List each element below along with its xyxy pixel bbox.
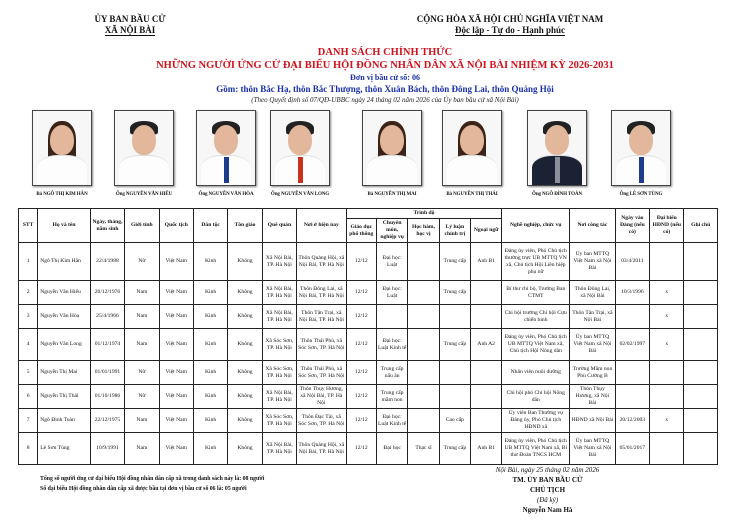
cell-gender: Nam [125, 433, 159, 465]
cell-nationality: Việt Nam [159, 243, 193, 281]
cell-hometown: Xã Sóc Sơn, TP. Hà Nội [262, 361, 296, 385]
cell-delegate [650, 243, 684, 281]
header-dob: Ngày, tháng, năm sinh [90, 209, 124, 243]
cell-religion: Không [228, 361, 262, 385]
cell-residence: Thôn Thái Phù, xã Sóc Sơn, TP. Hà Nội [297, 361, 347, 385]
cell-note [684, 433, 718, 465]
candidate-photos [0, 110, 740, 198]
cell-hometown: Xã Nội Bài, TP. Hà Nội [262, 243, 296, 281]
header-workplace: Nơi công tác [570, 209, 616, 243]
cell-language: Anh B1 [470, 433, 501, 465]
portrait-image [362, 110, 422, 186]
summary-notes [40, 474, 264, 494]
cell-degree [408, 305, 439, 329]
cell-nationality: Việt Nam [159, 433, 193, 465]
photo-caption: Ông NGUYỄN VĂN LONG [270, 192, 330, 197]
cell-note [684, 385, 718, 409]
photo-caption: Ông NGUYỄN VĂN HIẾU [115, 192, 173, 197]
cell-general-edu: 12/12 [346, 243, 376, 281]
cell-dob: 20/12/1976 [90, 281, 124, 305]
cell-party-date: 10/3/1996 [615, 281, 649, 305]
motto: Độc lập - Tự do - Hạnh phúc [454, 25, 565, 35]
cell-name: Nguyễn Văn Hòa [38, 305, 91, 329]
cell-workplace: Ủy ban MTTQ Việt Nam xã Nội Bài [570, 243, 616, 281]
cell-name: Nguyễn Thị Thái [38, 385, 91, 409]
electoral-areas: Gồm: thôn Bắc Hạ, thôn Bắc Thượng, thôn Xuân Bách, thôn Đông Lai, thôn Quảng Hội [216, 84, 554, 94]
document-title-block [0, 46, 740, 105]
cell-political: Cao cấp [439, 409, 470, 433]
cell-religion: Không [228, 433, 262, 465]
cell-workplace: Ủy ban MTTQ Việt Nam xã Nội Bài [570, 433, 616, 465]
cell-language [470, 305, 501, 329]
cell-professional: Đại học: Luật Kinh tế [376, 329, 407, 361]
cell-residence: Thôn Tân Trại, xã Nội Bài, TP. Hà Nội [297, 305, 347, 329]
cell-religion: Không [228, 385, 262, 409]
cell-delegate: x [650, 409, 684, 433]
cell-name: Nguyễn Thị Mai [38, 361, 91, 385]
cell-nationality: Việt Nam [159, 361, 193, 385]
cell-general-edu: 12/12 [346, 281, 376, 305]
cell-degree [408, 329, 439, 361]
cell-degree [408, 409, 439, 433]
cell-stt: 8 [19, 433, 38, 465]
cell-name: Nguyễn Văn Hiếu [38, 281, 91, 305]
header-gender: Giới tính [125, 209, 159, 243]
portrait-image [442, 110, 502, 186]
cell-degree [408, 361, 439, 385]
authority-line1: ỦY BAN BẦU CỬ [94, 14, 166, 24]
cell-hometown: Xã Nội Bài, TP. Hà Nội [262, 433, 296, 465]
cell-degree: Thạc sĩ [408, 433, 439, 465]
signature-block [470, 465, 625, 515]
cell-political: Trung cấp [439, 243, 470, 281]
cell-nationality: Việt Nam [159, 409, 193, 433]
cell-party-date: 02/02/1997 [615, 329, 649, 361]
cell-general-edu: 12/12 [346, 385, 376, 409]
cell-dob: 22/12/1975 [90, 409, 124, 433]
candidate-photo-1 [31, 110, 93, 197]
header-political: Lý luận chính trị [439, 219, 470, 243]
header-language: Ngoại ngữ [470, 219, 501, 243]
signed-mark: (Đã ký) [536, 496, 559, 504]
cell-residence: Thôn Thụy Hương, xã Nội Bài, TP. Hà Nội [297, 385, 347, 409]
cell-dob: 10/9/1991 [90, 433, 124, 465]
cell-delegate [650, 433, 684, 465]
table-row [19, 329, 718, 361]
cell-dob: 25/4/1966 [90, 305, 124, 329]
cell-language: Anh B1 [470, 243, 501, 281]
cell-occupation: Đảng ủy viên, Phó Chủ tịch UB MTTQ Việt Nam xã, Bí thư Đoàn TNCS HCM [502, 433, 570, 465]
cell-party-date [615, 385, 649, 409]
cell-ethnicity: Kinh [193, 361, 227, 385]
cell-note [684, 361, 718, 385]
authority-line2: XÃ NỘI BÀI [104, 25, 156, 35]
photo-caption: Ông NGÔ ĐÌNH TOÀN [532, 192, 582, 197]
electoral-unit: Đơn vị bầu cử số: 06 [350, 73, 420, 82]
document-title: DANH SÁCH CHÍNH THỨC [317, 47, 453, 58]
cell-occupation: Ủy viên Ban Thường vụ Đảng ủy, Phó Chủ tịch HĐND xã [502, 409, 570, 433]
cell-religion: Không [228, 409, 262, 433]
cell-religion: Không [228, 305, 262, 329]
cell-political [439, 385, 470, 409]
header-stt: STT [19, 209, 38, 243]
table-row [19, 385, 718, 409]
cell-gender: Nam [125, 305, 159, 329]
cell-degree [408, 281, 439, 305]
cell-political [439, 305, 470, 329]
photo-caption: Ông LÊ SƠN TÙNG [619, 192, 663, 197]
table-row [19, 305, 718, 329]
candidate-photo-2 [113, 110, 175, 197]
cell-delegate: x [650, 329, 684, 361]
cell-religion: Không [228, 329, 262, 361]
cell-ethnicity: Kinh [193, 409, 227, 433]
cell-occupation: Bí thư chi bộ, Trưởng Ban CTMT [502, 281, 570, 305]
cell-religion: Không [228, 243, 262, 281]
header-delegate: Đại biểu HĐND (nếu có) [650, 209, 684, 243]
document-subtitle: NHỮNG NGƯỜI ỨNG CỬ ĐẠI BIỂU HỘI ĐỒNG NHÂN DÂN XÃ NỘI BÀI NHIỆM KỲ 2026-2031 [156, 60, 614, 71]
header-education-group: Trình độ [346, 209, 502, 219]
cell-party-date: 03/4/2011 [615, 243, 649, 281]
header-name: Họ và tên [38, 209, 91, 243]
header-occupation: Nghề nghiệp, chức vụ [502, 209, 570, 243]
cell-stt: 6 [19, 385, 38, 409]
cell-note [684, 305, 718, 329]
cell-general-edu: 12/12 [346, 409, 376, 433]
header-note: Ghi chú [684, 209, 718, 243]
candidate-table [18, 208, 718, 465]
candidate-table-body [19, 243, 718, 465]
cell-occupation: Chi hội phó Chi hội Nông dân [502, 385, 570, 409]
elected-count-note: Số đại biểu Hội đồng nhân dân cấp xã được bầu tại đơn vị bầu cử số 06 là: 05 người [40, 486, 247, 492]
cell-name: Ngô Đình Toàn [38, 409, 91, 433]
cell-workplace: Ủy ban MTTQ Việt Nam xã Nội Bài [570, 329, 616, 361]
cell-occupation: Đảng ủy viên, Phó Chủ tịch thường trực UB MTTQ VN xã, Chủ tịch Hội Liên hiệp phụ nữ [502, 243, 570, 281]
candidate-photo-5 [361, 110, 423, 197]
header-general-edu: Giáo dục phổ thông [346, 219, 376, 243]
cell-language [470, 409, 501, 433]
table-row [19, 361, 718, 385]
cell-residence: Thôn Quảng Hội, xã Nội Bài, TP. Hà Nội [297, 243, 347, 281]
header-hometown: Quê quán [262, 209, 296, 243]
cell-professional: Đại học: Luật [376, 243, 407, 281]
cell-ethnicity: Kinh [193, 243, 227, 281]
cell-gender: Nam [125, 281, 159, 305]
national-motto [360, 14, 660, 36]
signing-organization: TM. ỦY BAN BẦU CỬ [512, 476, 583, 484]
cell-delegate: x [650, 281, 684, 305]
cell-stt: 2 [19, 281, 38, 305]
cell-hometown: Xã Sóc Sơn, TP. Hà Nội [262, 329, 296, 361]
cell-hometown: Xã Nội Bài, TP. Hà Nội [262, 281, 296, 305]
cell-religion: Không [228, 281, 262, 305]
cell-ethnicity: Kinh [193, 281, 227, 305]
cell-party-date [615, 361, 649, 385]
cell-professional: Đại học: Luật [376, 281, 407, 305]
cell-political [439, 361, 470, 385]
candidate-photo-4 [269, 110, 331, 197]
cell-residence: Thôn Đạc Tài, xã Sóc Sơn, TP. Hà Nội [297, 409, 347, 433]
issuing-authority [60, 14, 200, 36]
portrait-image [196, 110, 256, 186]
cell-workplace: Thôn Thụy Hương, xã Nội Bài [570, 385, 616, 409]
cell-nationality: Việt Nam [159, 385, 193, 409]
cell-gender: Nam [125, 329, 159, 361]
header-ethnicity: Dân tộc [193, 209, 227, 243]
cell-general-edu: 12/12 [346, 305, 376, 329]
cell-stt: 7 [19, 409, 38, 433]
cell-delegate [650, 361, 684, 385]
total-candidates-note: Tổng số người ứng cử đại biểu Hội đồng nhân dân cấp xã trong danh sách này là: 08 người [40, 476, 265, 482]
cell-workplace: HĐND xã Nội Bài [570, 409, 616, 433]
cell-dob: 01/01/1991 [90, 361, 124, 385]
cell-note [684, 409, 718, 433]
cell-ethnicity: Kinh [193, 305, 227, 329]
cell-political: Trung cấp [439, 281, 470, 305]
table-row [19, 281, 718, 305]
cell-professional: Trung cấp mầm non [376, 385, 407, 409]
cell-workplace: Thôn Tân Trại, xã Nội Bài [570, 305, 616, 329]
cell-workplace: Thôn Đông Lai, xã Nội Bài [570, 281, 616, 305]
portrait-image [114, 110, 174, 186]
decision-reference: (Theo Quyết định số 07/QĐ-UBBC ngày 24 tháng 02 năm 2026 của Ủy ban bầu cử xã Nội Bài) [251, 96, 519, 104]
cell-party-date [615, 305, 649, 329]
cell-ethnicity: Kinh [193, 433, 227, 465]
cell-professional: Đại học [376, 433, 407, 465]
photo-caption: Bà NGUYỄN THỊ MAI [367, 192, 417, 197]
photo-caption: Bà NGUYỄN THỊ THÁI [446, 192, 498, 197]
cell-nationality: Việt Nam [159, 281, 193, 305]
cell-gender: Nữ [125, 385, 159, 409]
cell-language [470, 361, 501, 385]
cell-hometown: Xã Sóc Sơn, TP. Hà Nội [262, 409, 296, 433]
cell-occupation: Chi hội trưởng Chi hội Cựu chiến binh [502, 305, 570, 329]
portrait-image [611, 110, 671, 186]
cell-degree [408, 385, 439, 409]
cell-name: Nguyễn Văn Long [38, 329, 91, 361]
header-party-date: Ngày vào Đảng (nếu có) [615, 209, 649, 243]
portrait-image [32, 110, 92, 186]
cell-dob: 22/4/1988 [90, 243, 124, 281]
cell-delegate [650, 385, 684, 409]
cell-workplace: Trường Mầm non Phù Cường B [570, 361, 616, 385]
header-degree: Học hàm, học vị [408, 219, 439, 243]
cell-party-date: 05/01/2017 [615, 433, 649, 465]
cell-general-edu: 12/12 [346, 433, 376, 465]
cell-political: Trung cấp [439, 433, 470, 465]
cell-nationality: Việt Nam [159, 305, 193, 329]
cell-gender: Nữ [125, 361, 159, 385]
cell-name: Lê Sơn Tùng [38, 433, 91, 465]
candidate-photo-8 [610, 110, 672, 197]
cell-stt: 4 [19, 329, 38, 361]
cell-stt: 5 [19, 361, 38, 385]
cell-professional [376, 305, 407, 329]
cell-name: Ngô Thị Kim Hân [38, 243, 91, 281]
signer-title: CHỦ TỊCH [529, 486, 566, 494]
header-professional: Chuyên môn, nghiệp vụ [376, 219, 407, 243]
cell-ethnicity: Kinh [193, 329, 227, 361]
cell-residence: Thôn Thái Phù, xã Sóc Sơn, TP. Hà Nội [297, 329, 347, 361]
cell-language [470, 281, 501, 305]
country-name: CỘNG HÒA XÃ HỘI CHỦ NGHĨA VIỆT NAM [416, 14, 604, 24]
table-row [19, 433, 718, 465]
cell-party-date: 20/12/2003 [615, 409, 649, 433]
candidate-photo-6 [441, 110, 503, 197]
candidate-photo-3 [195, 110, 257, 197]
portrait-image [270, 110, 330, 186]
cell-stt: 1 [19, 243, 38, 281]
cell-language [470, 385, 501, 409]
cell-note [684, 243, 718, 281]
cell-general-edu: 12/12 [346, 361, 376, 385]
cell-occupation: Đảng ủy viên, Phó Chủ tịch UB MTTQ Việt Nam xã, Chủ tịch Hội Nông dân [502, 329, 570, 361]
cell-language: Anh A2 [470, 329, 501, 361]
cell-stt: 3 [19, 305, 38, 329]
header-nationality: Quốc tịch [159, 209, 193, 243]
cell-dob: 01/12/1974 [90, 329, 124, 361]
table-row [19, 409, 718, 433]
cell-professional: Đại học: Luật Kinh tế [376, 409, 407, 433]
candidate-photo-7 [526, 110, 588, 197]
header-residence: Nơi ở hiện nay [297, 209, 347, 243]
signer-name: Nguyễn Nam Hà [522, 506, 573, 514]
cell-degree [408, 243, 439, 281]
cell-general-edu: 12/12 [346, 329, 376, 361]
cell-ethnicity: Kinh [193, 385, 227, 409]
cell-residence: Thôn Đông Lai, xã Nội Bài, TP. Hà Nội [297, 281, 347, 305]
header-religion: Tôn giáo [228, 209, 262, 243]
portrait-image [527, 110, 587, 186]
photo-caption: Ông NGUYỄN VĂN HÒA [198, 192, 254, 197]
cell-gender: Nữ [125, 243, 159, 281]
cell-delegate: x [650, 305, 684, 329]
cell-residence: Thôn Quảng Hội, xã Nội Bài, TP. Hà Nội [297, 433, 347, 465]
place-date: Nội Bài, ngày 25 tháng 02 năm 2026 [495, 466, 600, 474]
cell-political: Trung cấp [439, 329, 470, 361]
cell-gender: Nam [125, 409, 159, 433]
table-row [19, 243, 718, 281]
cell-dob: 01/10/1986 [90, 385, 124, 409]
cell-hometown: Xã Nội Bài, TP. Hà Nội [262, 305, 296, 329]
cell-note [684, 329, 718, 361]
cell-note [684, 281, 718, 305]
photo-caption: Bà NGÔ THỊ KIM HÂN [36, 192, 88, 197]
cell-nationality: Việt Nam [159, 329, 193, 361]
cell-hometown: Xã Nội Bài, TP. Hà Nội [262, 385, 296, 409]
cell-professional: Trung cấp nấu ăn [376, 361, 407, 385]
cell-occupation: Nhân viên nuôi dưỡng [502, 361, 570, 385]
